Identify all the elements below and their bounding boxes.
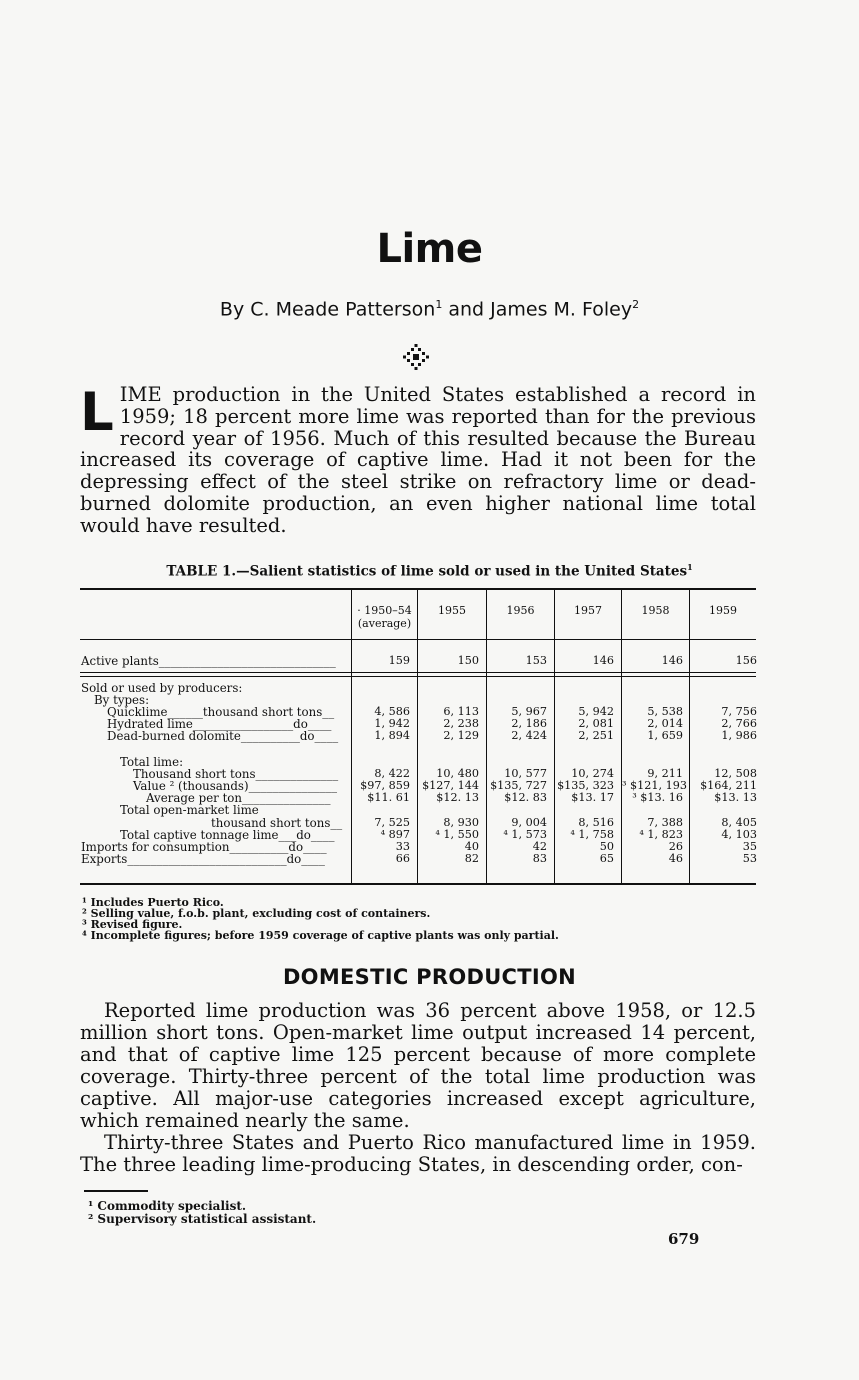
table-cell-hydrated: 2, 186: [511, 717, 547, 730]
byline-author-2: and James M. Foley: [442, 298, 633, 321]
footnote: ² Supervisory statistical assistant.: [88, 1212, 317, 1226]
section-heading: DOMESTIC PRODUCTION: [282, 965, 577, 989]
page-number: 679: [668, 1230, 700, 1248]
table-cell-exports: 53: [742, 852, 757, 865]
drop-cap: L: [80, 382, 114, 443]
table-cell-quicklime: 5, 538: [647, 705, 683, 718]
body-paragraph: Thirty-three States and Puerto Rico manufactured lime in 1959. The three leading lime-producing States, in descending order, con-: [80, 1131, 756, 1176]
column-header: 1956: [506, 604, 535, 617]
table-cell-imports: 35: [742, 840, 757, 853]
table-cell-value: $97, 859: [360, 779, 410, 792]
table-cell-dead-burned: 1, 894: [374, 729, 410, 742]
table-cell-avg-per-ton: $13. 17: [571, 791, 614, 804]
table-cell-open-market: 7, 525: [374, 816, 410, 829]
table-cell-avg-per-ton: $11. 61: [367, 791, 410, 804]
table-cell-open-market: 8, 516: [578, 816, 614, 829]
table-cell-avg-per-ton: $12. 13: [436, 791, 479, 804]
table-cell-exports: 83: [532, 852, 547, 865]
table-cell-open-market: 7, 388: [647, 816, 683, 829]
table-cell-captive: ⁴ 897: [380, 828, 410, 841]
table-note: ² Selling value, f.o.b. plant, excluding cost of containers.: [82, 907, 431, 920]
row-label: Total captive tonnage lime___do____: [120, 828, 335, 842]
row-label: Hydrated lime_________________do____: [107, 717, 332, 731]
table-cell-exports: 65: [599, 852, 614, 865]
table-cell-hydrated: 2, 238: [443, 717, 479, 730]
table-cell-active-plants: 156: [735, 654, 757, 667]
table-cell-value: $164, 211: [700, 779, 757, 792]
row-label: thousand short tons__: [211, 816, 343, 830]
row-label: Imports for consumption__________do____: [81, 840, 327, 854]
column-header: 1957: [574, 604, 602, 617]
footnote: ¹ Commodity specialist.: [88, 1199, 247, 1213]
column-header: 1959: [709, 604, 737, 617]
table-cell-imports: 26: [668, 840, 683, 853]
table-cell-dead-burned: 1, 659: [647, 729, 683, 742]
table-cell-quicklime: 5, 967: [511, 705, 547, 718]
table-cell-imports: 42: [532, 840, 547, 853]
row-label: Value ² (thousands)_______________: [133, 779, 338, 793]
table-cell-thousand-tons: 9, 211: [647, 767, 683, 780]
table-cell-captive: ⁴ 1, 573: [503, 828, 547, 841]
table-cell-dead-burned: 2, 251: [578, 729, 614, 742]
row-label: Dead-burned dolomite__________do____: [107, 729, 339, 743]
table-caption: [0, 562, 859, 580]
row-label: Thousand short tons______________: [133, 767, 339, 781]
table-cell-imports: 33: [395, 840, 410, 853]
table-cell-imports: 40: [464, 840, 479, 853]
table-cell-captive: ⁴ 1, 550: [435, 828, 479, 841]
column-header: 1958: [641, 604, 670, 617]
table-cell-active-plants: 159: [388, 654, 410, 667]
table-cell-quicklime: 6, 113: [443, 705, 479, 718]
table-cell-captive: ⁴ 1, 823: [639, 828, 683, 841]
table-cell-exports: 46: [668, 852, 683, 865]
table-cell-avg-per-ton: ³ $13. 16: [632, 791, 683, 804]
table-cell-thousand-tons: 10, 480: [436, 767, 479, 780]
table-cell-dead-burned: 1, 986: [721, 729, 757, 742]
footnote-rule: [84, 1190, 148, 1192]
table-cell-value: $127, 144: [422, 779, 479, 792]
table-cell-avg-per-ton: $12. 83: [504, 791, 547, 804]
table-cell-active-plants: 150: [457, 654, 479, 667]
byline-author-1: By C. Meade Patterson: [219, 298, 436, 321]
row-label: Quicklime______thousand short tons__: [107, 705, 335, 719]
intro-paragraph: [80, 384, 756, 537]
table-cell-quicklime: 4, 586: [374, 705, 410, 718]
table-cell-avg-per-ton: $13. 13: [714, 791, 757, 804]
table-cell-value: $135, 323: [557, 779, 614, 792]
table-cell-active-plants: 146: [661, 654, 683, 667]
byline-footnote-2: 2: [632, 298, 640, 311]
table-cell-active-plants: 146: [592, 654, 614, 667]
byline-footnote-1: 1: [435, 298, 443, 311]
table-cell-thousand-tons: 12, 508: [714, 767, 757, 780]
table-cell-quicklime: 5, 942: [578, 705, 614, 718]
table-cell-open-market: 8, 405: [721, 816, 757, 829]
table-caption-text: TABLE 1.—Salient statistics of lime sold or used in the United States: [166, 563, 688, 580]
table-caption-footnote: 1: [687, 562, 693, 572]
table-cell-hydrated: 2, 766: [721, 717, 757, 730]
table-cell-active-plants: 153: [525, 654, 547, 667]
row-label: Active plants______________________________: [81, 654, 336, 668]
table-cell-captive: 4, 103: [721, 828, 757, 841]
table-bottom-rule: [80, 883, 756, 885]
row-label: Total open-market lime: [120, 803, 259, 817]
table-note: ⁴ Incomplete figures; before 1959 coverage of captive plants was only partial.: [82, 929, 559, 942]
row-label: By types:: [94, 693, 150, 707]
table-cell-thousand-tons: 8, 422: [374, 767, 410, 780]
table-cell-thousand-tons: 10, 577: [504, 767, 547, 780]
ornament-icon: [402, 343, 430, 371]
table-cell-thousand-tons: 10, 274: [571, 767, 614, 780]
table-cell-hydrated: 1, 942: [374, 717, 410, 730]
table-top-rule: [80, 588, 756, 590]
table-cell-value: $135, 727: [490, 779, 547, 792]
table-divider-rule: [80, 672, 756, 673]
table-cell-value: ³ $121, 193: [622, 779, 687, 792]
table-cell-dead-burned: 2, 424: [511, 729, 547, 742]
byline: [0, 298, 859, 320]
page-title: Lime: [376, 226, 483, 272]
table-cell-captive: ⁴ 1, 758: [570, 828, 614, 841]
row-label: Sold or used by producers:: [81, 681, 243, 695]
body-paragraph: Reported lime production was 36 percent above 1958, or 12.5 million short tons. Open-market lime output increased 14 percent, and that of captive lime 125 percent because of more complete coverage. Thirty-three percent of the total lime production was captive. All major-use categories increased except agriculture, which remained nearly the same.: [80, 999, 756, 1132]
column-header: 1955: [438, 604, 466, 617]
table-cell-dead-burned: 2, 129: [443, 729, 479, 742]
table-cell-imports: 50: [599, 840, 614, 853]
table-cell-hydrated: 2, 081: [578, 717, 614, 730]
table-cell-exports: 66: [395, 852, 410, 865]
table-cell-exports: 82: [464, 852, 479, 865]
table-cell-hydrated: 2, 014: [647, 717, 683, 730]
table-header-rule: [80, 639, 756, 640]
row-label: Average per ton_______________: [146, 791, 331, 805]
table-note: ¹ Includes Puerto Rico.: [82, 896, 224, 909]
row-label: Total lime:: [120, 755, 184, 769]
table-cell-open-market: 8, 930: [443, 816, 479, 829]
table-divider-rule: [80, 676, 756, 677]
table-note: ³ Revised figure.: [82, 918, 183, 931]
table-cell-open-market: 9, 004: [511, 816, 547, 829]
table-cell-quicklime: 7, 756: [721, 705, 757, 718]
column-header: · 1950–54 (average): [357, 604, 412, 630]
intro-text: IME production in the United States established a record in 1959; 18 percent more lime was reported than for the previous record year of 1956. Much of this resulted because the Bureau increased its coverage of captive lime. Had it not been for the depressing effect of the steel strike on refractory lime or dead-burned dolomite production, an even higher national lime total would have resulted.: [80, 383, 756, 537]
row-label: Exports___________________________do____: [81, 852, 325, 866]
